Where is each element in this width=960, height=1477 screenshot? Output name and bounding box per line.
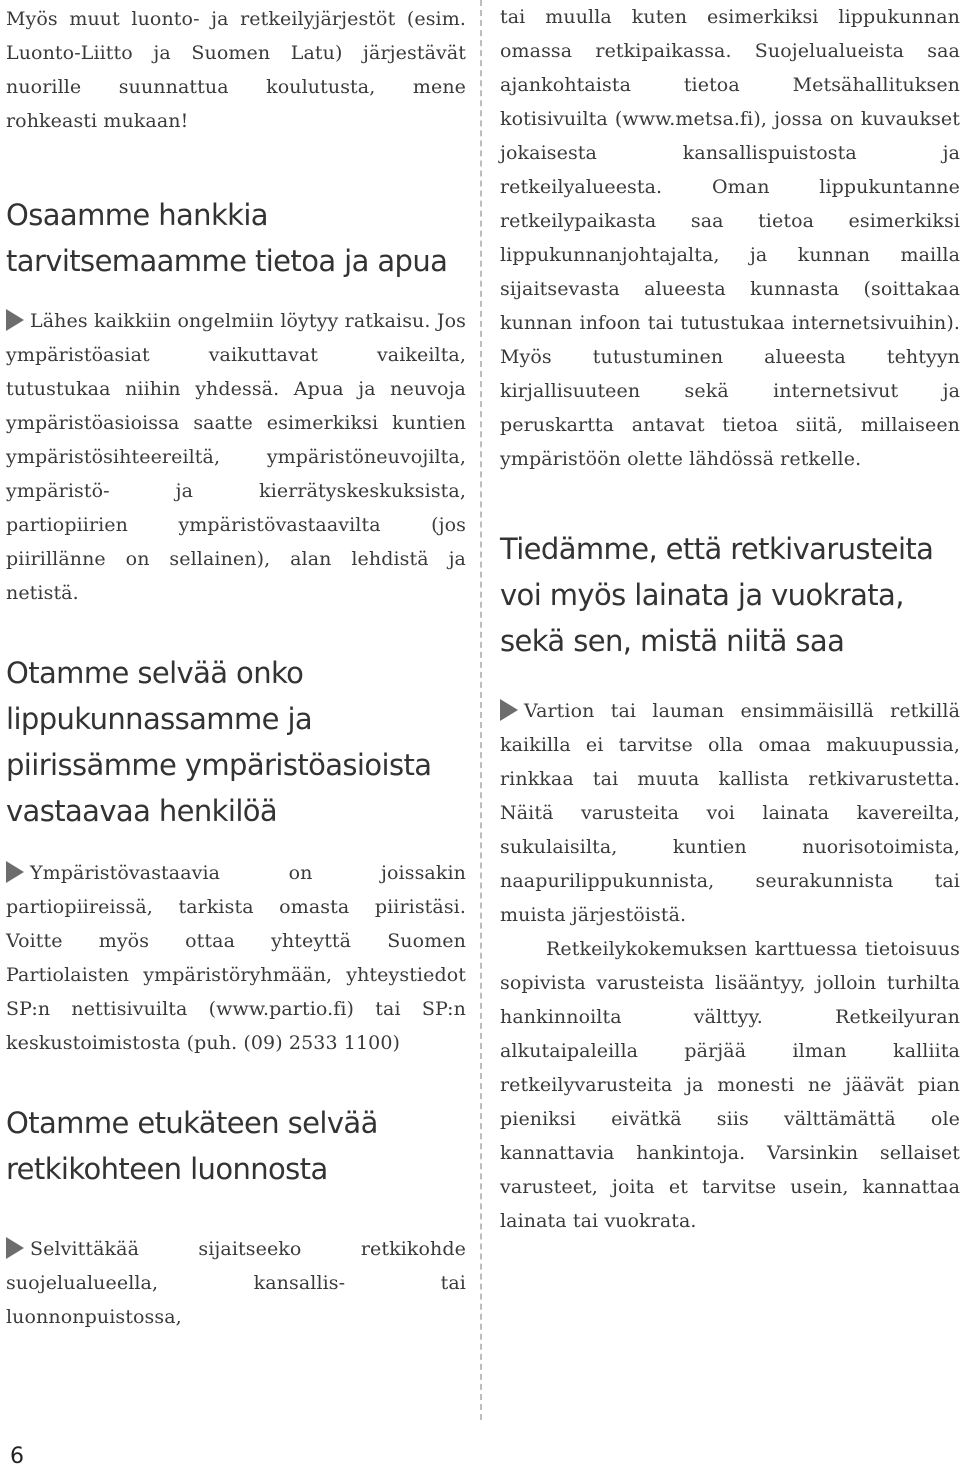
right-column (500, 0, 960, 1238)
triangle-right-icon (6, 309, 24, 331)
left-column (6, 0, 466, 1334)
heading-retkikohde: Otamme etukäteen selvää retkikohteen luonnosta (6, 1106, 378, 1186)
paragraph-apua (6, 304, 466, 610)
intro-paragraph: Myös muut luonto- ja retkeilyjärjestöt (esim. Luonto-Liitto ja Suomen Latu) järjestävät nuorille suunnattua koulutusta, mene rohkeasti mukaan! (6, 8, 466, 132)
paragraph-suojelualue-text: Selvittäkää sijaitseeko retkikohde suojelualueella, kansallis- tai luonnonpuistossa, (6, 1238, 466, 1328)
paragraph-apua-text: Lähes kaikkiin ongelmiin löytyy ratkaisu. Jos ympäristöasiat vaikuttavat vaikeilta, tutustukaa niihin yhdessä. Apua ja neuvoja ympäristöasioissa saatte esimerkiksi kuntien ympäristösihteereiltä, ympäristöneuvojilta, ympäristö- ja kierrätyskeskuksista, partiopiirien ympäristövastaavilta (jos piirillänne on sellainen), alan lehdistä ja netistä. (6, 310, 466, 604)
paragraph-ymparistovastaavat (6, 856, 466, 1060)
paragraph-suojelualueet: tai muulla kuten esimerkiksi lippukunnan omassa retkipaikassa. Suojelualueista saa ajankohtaista tietoa Metsähallituksen kotisivuilta (www.metsa.fi), jossa on kuvaukset jokaisesta kansallispuistosta ja retkeilyalueesta. Oman lippukuntanne retkeilypaikasta saa tietoa esimerkiksi lippukunnanjohtajalta, ja kunnan mailla sijaitsevasta alueesta kunnasta (soittakaa kunnan infoon tai tutustukaa internetsivuihin). Myös tutustuminen alueesta tehtyyn kirjallisuuteen sekä internetsivut ja peruskartta antavat tietoa siitä, millaiseen ympäristöön olette lähdössä retkelle. (500, 6, 960, 470)
paragraph-suojelualue (6, 1232, 466, 1334)
heading-tieto-ja-apu: Osaamme hankkia tarvitsemaamme tietoa ja apua (6, 198, 448, 278)
paragraph-ymparistovastaavat-text: Ympäristövastaavia on joissakin partiopiireissä, tarkista omasta piiristäsi. Voitte myös ottaa yhteyttä Suomen Partiolaisten ympäristöryhmään, yhteystiedot SP:n nettisivuilta (www.partio.fi) tai SP:n keskustoimistosta (puh. (09) 2533 1100) (6, 862, 466, 1054)
page-number: 6 (10, 1444, 24, 1469)
column-divider (480, 0, 482, 1420)
paragraph-vartio (500, 694, 960, 932)
paragraph-kokemus: Retkeilykokemuksen karttuessa tietoisuus sopivista varusteista lisääntyy, jolloin turhilta hankinnoilta välttyy. Retkeilyuran alkutaipaleilla pärjää ilman kalliita retkeilyvarusteita ja monesti ne jäävät pian pieniksi eivätkä siis välttämättä ole kannattavia hankintoja. Varsinkin sellaiset varusteet, joita et tarvitse usein, kannattaa lainata tai vuokrata. (500, 938, 960, 1232)
triangle-right-icon (6, 861, 24, 883)
heading-retkivarusteet: Tiedämme, että retkivarusteita voi myös lainata ja vuokrata, sekä sen, mistä niitä saa (500, 532, 934, 658)
triangle-right-icon (6, 1237, 24, 1259)
heading-ymparistovastaava: Otamme selvää onko lippukunnassamme ja piirissämme ympäristöasioista vastaavaa henkilöä (6, 656, 432, 828)
triangle-right-icon (500, 699, 518, 721)
paragraph-vartio-text: Vartion tai lauman ensimmäisillä retkillä kaikilla ei tarvitse olla omaa makuupussia, rinkkaa tai muuta kallista retkivarustetta. Näitä varusteita voi lainata kavereilta, sukulaisilta, kuntien nuorisotoimista, naapurilippukunnista, seurakunnista tai muista järjestöistä. (500, 700, 960, 926)
